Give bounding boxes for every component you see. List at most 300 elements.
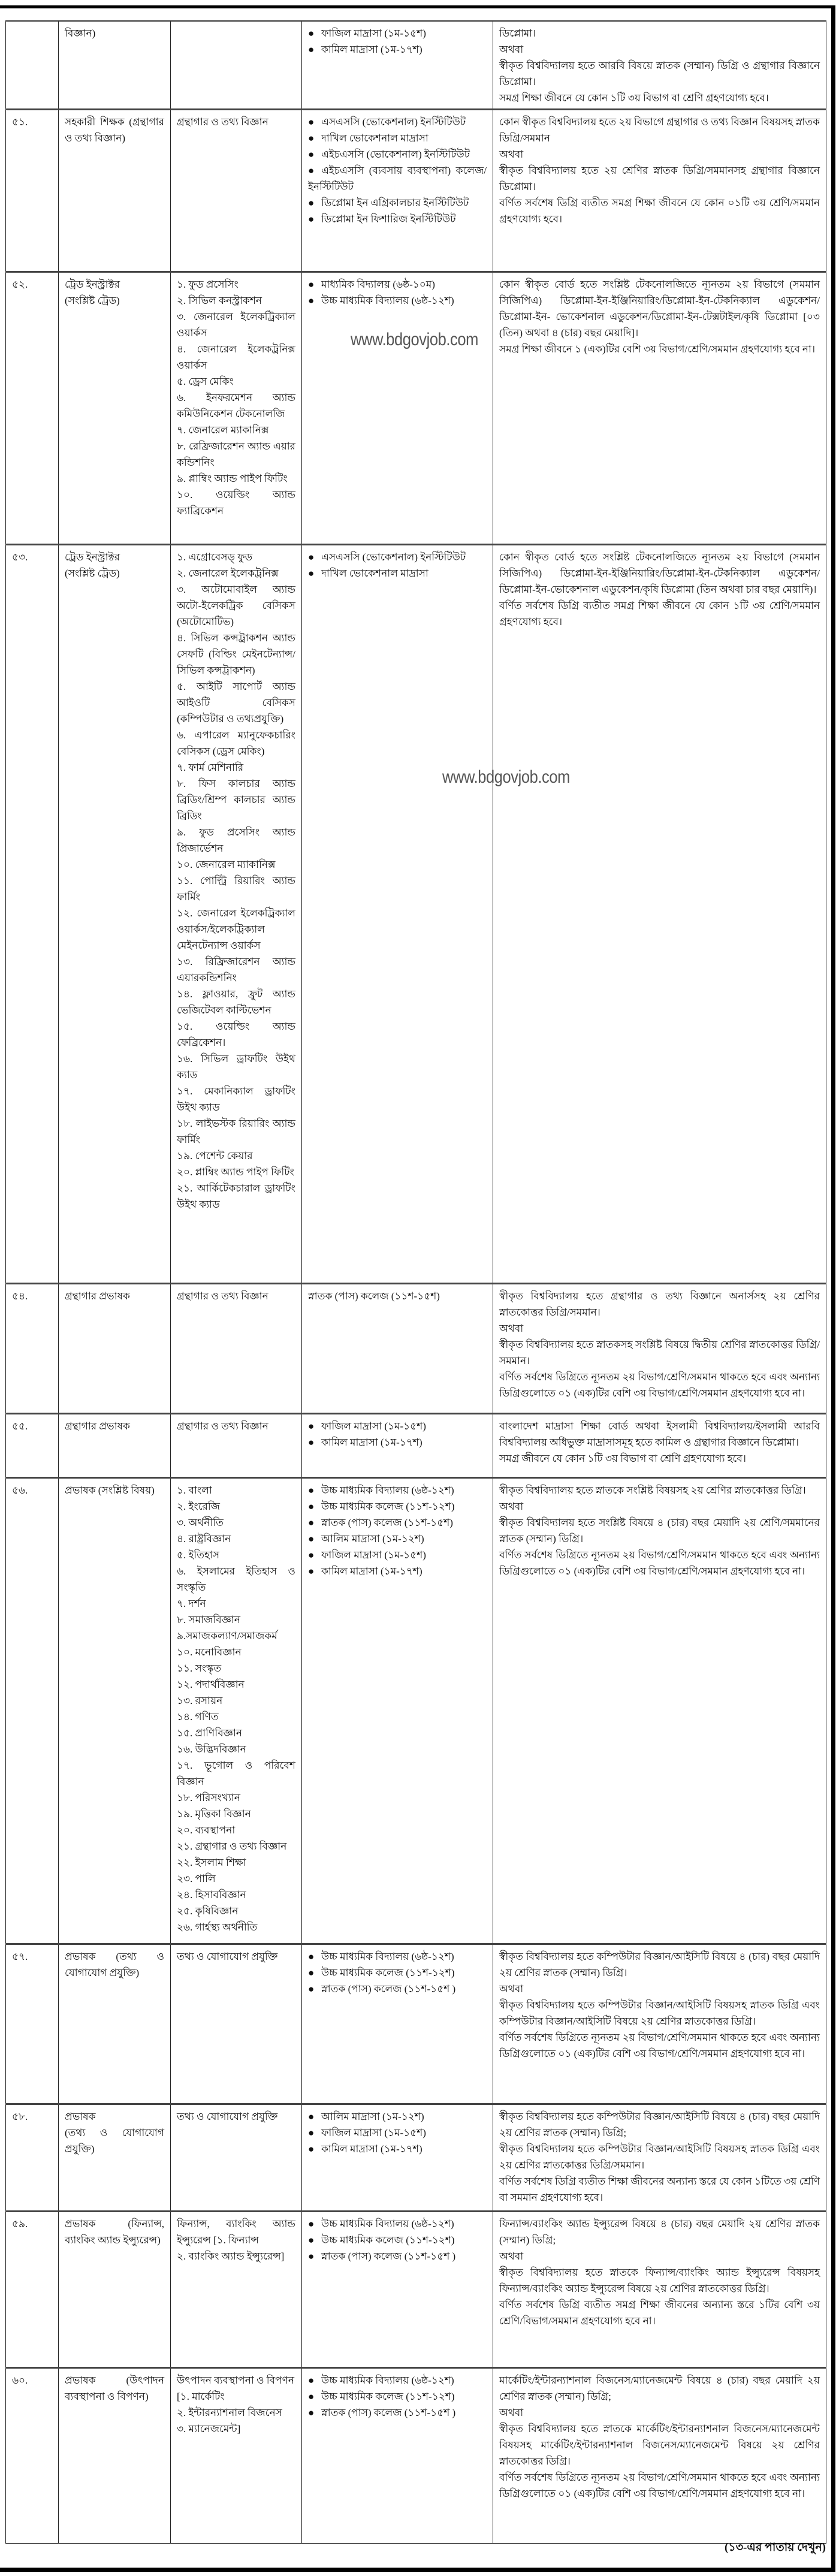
institution-cell [302,545,493,1284]
institution-item [308,1418,487,1434]
subject-item: ৫. ড্রেস মেকিং [177,376,234,387]
institution-label: উচ্চ মাধ্যমিক কলেজ (১১শ-১২শ) [321,2391,455,2402]
bullet-icon [308,146,321,162]
institution-item [308,549,487,565]
serial-cell [6,1414,59,1478]
subject-item: ১৪. ফ্লাওয়ার, ফ্রুট অ্যান্ড ভেজিটেবল কাল্টিভেশন [177,988,295,1016]
institution-label: আলিম মাদ্রাসা (১ম-১২শ) [321,1533,424,1545]
table-row [6,2212,826,2368]
subject-item: [১. মার্কেটিং [177,2391,225,2402]
table-row [6,1944,826,2104]
post-name-cell [59,2368,171,2544]
institution-item [308,25,487,41]
institution-item [308,2388,487,2405]
institution-cell [302,1478,493,1944]
subject-cell [171,545,302,1284]
institution-label: উচ্চ মাধ্যমিক কলেজ (১১শ-১২শ) [321,1967,455,1978]
post-name: গ্রন্থাগার প্রভাষক [65,1420,130,1432]
bullet-icon [308,1547,321,1563]
subject-item: ৩. ম্যানেজমেন্ট] [177,2423,241,2435]
institution-item [308,1482,487,1498]
post-name: প্রভাষক [65,2111,96,2122]
qualification-text: বর্ণিত সর্বশেষ ডিগ্রি ব্যতীত সমগ্র শিক্ষা জীবনে যে কোন ০১টি ৩য় শ্রেণি/সমমান গ্রহণযোগ্য হবে। [499,197,820,225]
serial-number: ৫২. [12,279,28,290]
qualification-cell [493,1284,826,1414]
institution-label: এসএসসি (ভোকেশনাল) ইনস্টিটিউট [321,551,466,563]
institution-cell [302,110,493,272]
continued-on-page-note: (১৩-এর পাতায় দেখুন) [725,2541,826,2554]
institution-item [308,1434,487,1450]
table-row [6,2368,826,2544]
subject-cell [171,272,302,545]
qualification-text: অথবা [499,44,524,55]
subject-item: ১৮. পরিসংখ্যান [177,1792,241,1803]
qualification-text: সমগ্র জীবনে যে কোন ১টি ৩য় বিভাগ বা শ্রেণি গ্রহণযোগ্য হবে। [499,1453,746,1464]
subject-item: ১৪. গণিত [177,1711,219,1723]
subject-item: ৬. ইসলামের ইতিহাস ও সংস্কৃতি [177,1565,295,1593]
institution-item: স্নাতক (পাস) কলেজ (১১শ-১৫শ) [308,1290,440,1302]
qualification-text: ডিপ্লোমা। [499,28,536,39]
subject-item: ৫. ইতিহাস [177,1549,220,1561]
qualification-cell [493,2104,826,2212]
qualification-cell [493,272,826,545]
subject-item: ২৩. পালি [177,1873,216,1884]
institution-item [308,1948,487,1965]
institution-cell [302,1284,493,1414]
subject-item: ১০. জেনারেল ম্যাকানিক্স [177,859,276,870]
subject-item: তথ্য ও যোগাযোগ প্রযুক্তি [177,1951,278,1962]
subject-item: ১১. পোল্ট্রি রিয়ারিং অ্যান্ড ফার্মিং [177,875,295,903]
institution-item [308,2125,487,2141]
table-row [6,1284,826,1414]
institution-item [308,2372,487,2388]
qualification-text: অথবা [499,1983,524,1995]
qualification-text: স্বীকৃত বিশ্ববিদ্যালয় হতে কম্পিউটার বিজ্ঞান/আইসিটি বিষয়সহ স্নাতক ডিগ্রি এবং ২য় শ্রেণির স্নাতকোত্তর ডিগ্রি/সমমান। [499,2143,820,2171]
subject-item: ৮. সমাজবিজ্ঞান [177,1614,241,1625]
subject-item: ৯. প্লাম্বিং অ্যান্ড পাইপ ফিটিং [177,473,288,484]
subject-item: ১. ফুড প্রসেসিং [177,279,239,290]
subject-item: ২. ইংরেজি [177,1501,220,1512]
serial-cell [6,110,59,272]
serial-cell [6,1478,59,1944]
institution-cell [302,2104,493,2212]
institution-item [308,146,487,162]
institution-label: উচ্চ মাধ্যমিক বিদ্যালয় (৬ষ্ঠ-১২শ) [321,2375,454,2386]
page-frame-bottom-border [0,2568,835,2572]
subject-item: ১০. ওয়েল্ডিং অ্যান্ড ফ্যাব্রিকেশন [177,489,295,517]
serial-cell [6,2212,59,2368]
bullet-icon [308,292,321,309]
qualification-text: স্বীকৃত বিশ্ববিদ্যালয় হতে স্নাতকে ফিন্যান্স/ব্যাংকিং অ্যান্ড ইন্স্যুরেন্স বিষয়সহ ফিন্যান্স/ব্যাংকিং অ্যান্ড ইন্স্যুরেন্স বিষয়ে ২য় শ্রেণির স্নাতকোত্তর ডিগ্রি। [499,2267,820,2294]
post-name: ট্রেড ইনস্ট্রাক্টর [65,551,120,563]
serial-number: ৫৩. [12,551,28,563]
post-name: গ্রন্থাগার প্রভাষক [65,1290,130,1302]
bullet-icon [308,211,321,227]
qualification-cell [493,2212,826,2368]
post-name: সহকারী শিক্ষক (গ্রন্থাগার ও তথ্য বিজ্ঞান) [65,116,164,144]
institution-label: কামিল মাদ্রাসা (১ম-১৭শ) [321,1565,422,1577]
bullet-icon [308,1482,321,1498]
subject-item: ২. জেনারেল ইলেকট্রনিক্স [177,568,279,579]
subject-item: গ্রন্থাগার ও তথ্য বিজ্ঞান [177,116,268,128]
subject-item: ১৫. ওয়েল্ডিং অ্যান্ড ফেব্রিকেশন। [177,1021,295,1048]
institution-item [308,2216,487,2232]
bullet-icon [308,1965,321,1981]
qualification-text: স্বীকৃত বিশ্ববিদ্যালয় হতে স্নাতকসহ সংশ্লিষ্ট বিষয়ে দ্বিতীয় শ্রেণির স্নাতকোত্তর ডিগ্রি/সমমান। [499,1339,820,1367]
subject-item: গ্রন্থাগার ও তথ্য বিজ্ঞান [177,1290,268,1302]
institution-cell [302,21,493,110]
post-name-cell [59,1478,171,1944]
serial-cell [6,21,59,110]
bullet-icon [308,276,321,292]
institution-item [308,1563,487,1579]
institution-label: এইচএসসি (ব্যবসায় ব্যবস্থাপনা) কলেজ/ইনস্টিটিউট [308,165,487,192]
subject-item: তথ্য ও যোগাযোগ প্রযুক্তি [177,2111,278,2122]
subject-cell [171,2104,302,2212]
subject-item: ১০. মনোবিজ্ঞান [177,1646,242,1658]
subject-item: ১৮. লাইভস্টক রিয়ারিং অ্যান্ড ফার্মিং [177,1118,295,1145]
institution-cell [302,2368,493,2544]
bullet-icon [308,1531,321,1547]
subject-item: ৬. ইনফরমেশন অ্যান্ড কমিউনিকেশন টেকনোলজি [177,392,295,420]
serial-cell [6,272,59,545]
institution-label: উচ্চ মাধ্যমিক কলেজ (১১শ-১২শ) [321,1501,455,1512]
qualification-table-body [6,21,826,2544]
qualification-text: কোন স্বীকৃত বিশ্ববিদ্যালয় হতে ২য় বিভাগে গ্রন্থাগার ও তথ্য বিজ্ঞান বিষয়সহ স্নাতক ডিগ্রি/সমমান [499,116,820,144]
subject-item: ১২. পদার্থবিজ্ঞান [177,1679,245,1690]
institution-label: উচ্চ মাধ্যমিক বিদ্যালয় (৬ষ্ঠ-১২শ) [321,1485,454,1496]
qualification-text: অথবা [499,1501,524,1512]
institution-label: কামিল মাদ্রাসা (১ম-১৭শ) [321,2143,422,2155]
institution-cell [302,2212,493,2368]
bullet-icon [308,2388,321,2405]
bullet-icon [308,1498,321,1515]
bullet-icon [308,1563,321,1579]
qualification-text: স্বীকৃত বিশ্ববিদ্যালয় হতে ২য় শ্রেণির স্নাতক ডিগ্রি/সমমানসহ গ্রন্থাগার বিজ্ঞানে ডিপ্লোমা। [499,165,820,192]
subject-item: ৫. আইটি সাপোর্ট অ্যান্ড আইওটি বেসিকস (কম্পিউটার ও তথ্যপ্রযুক্তি) [177,681,295,725]
bullet-icon [308,2141,321,2157]
bullet-icon [308,114,321,130]
qualification-text: বর্ণিত সর্বশেষ ডিগ্রিতে ন্যূনতম ২য় বিভাগ/শ্রেণি/সমমান থাকতে হবে এবং অন্যান্য ডিগ্রিগুলোতে ০১ (এক)টির বেশি ৩য় বিভাগ/শ্রেণি/সমমান গ্রহণযোগ্য হবে না। [499,1549,820,1577]
post-name: প্রভাষক (তথ্য ও যোগাযোগ প্রযুক্তি) [65,1951,164,1978]
bullet-icon [308,1515,321,1531]
subject-item: ২২. ইসলাম শিক্ষা [177,1857,246,1868]
qualification-text: স্বীকৃত বিশ্ববিদ্যালয় হতে কম্পিউটার বিজ্ঞান/আইসিটি বিষয়ে ৪ (চার) বছর মেয়াদি ২য় শ্রেণির স্নাতক (সম্মান) ডিগ্রি; [499,2111,820,2138]
institution-item [308,41,487,58]
post-name: (সংশ্লিষ্ট ট্রেড) [65,568,120,579]
subject-item: ১২. জেনারেল ইলেকট্রিক্যাল ওয়ার্কস/ইলেকট্রিক্যাল মেইনটেন্যান্স ওয়ার্কস [177,907,295,951]
subject-cell [171,1478,302,1944]
table-row [6,1478,826,1944]
subject-item: ২. ব্যাংকিং অ্যান্ড ইন্স্যুরেন্স] [177,2251,285,2262]
serial-number: ৫৭. [12,1951,28,1962]
subject-item: ২. ইন্টারন্যাশনাল বিজনেস [177,2407,282,2418]
institution-item [308,1547,487,1563]
institution-label: মাধ্যমিক বিদ্যালয় (৬ষ্ঠ-১০ম) [321,279,435,290]
bullet-icon [308,565,321,581]
subject-cell [171,110,302,272]
bullet-icon [308,1418,321,1434]
subject-item: ৯.সমাজকল্যাণ/সমাজকর্ম [177,1630,277,1642]
subject-item: ৩. অর্থনীতি [177,1517,224,1528]
subject-item: ১৯. পেশেন্ট কেয়ার [177,1150,253,1162]
subject-item: ৪. সিভিল কন্সট্রাকশন অ্যান্ড সেফটি (বিল্ডিং মেইনটেন্যান্স/সিভিল কন্সট্রাকশন) [177,632,295,676]
institution-label: ডিপ্লোমা ইন এগ্রিকালচার ইনস্টিটিউট [321,197,469,209]
bullet-icon [308,2405,321,2421]
subject-item: ২১. আর্কিটেকচারাল ড্রাফটিং উইথ ক্যাড [177,1183,295,1210]
qualification-text: সমগ্র শিক্ষা জীবনে যে কোন ১টি ৩য় বিভাগ বা শ্রেণি গ্রহণযোগ্য হবে। [499,92,769,104]
subject-item: ১৭. মেকানিক্যাল ড্রাফটিং উইথ ক্যাড [177,1085,295,1113]
subject-item: উৎপাদন ব্যবস্থাপনা ও বিপণন [177,2375,295,2386]
institution-label: আলিম মাদ্রাসা (১ম-১২শ) [321,2111,424,2122]
table-row [6,21,826,110]
institution-item [308,2141,487,2157]
qualification-text: মার্কেটিং/ইন্টারন্যাশনাল বিজনেস/ম্যানেজমেন্ট বিষয়ে ৪ (চার) বছর মেয়াদি ২য় শ্রেণির স্নাতক (সম্মান) ডিগ্রি; [499,2375,820,2402]
post-name-cell [59,1284,171,1414]
qualification-text: বর্ণিত সর্বশেষ ডিগ্রিতে ন্যূনতম ২য় বিভাগ/শ্রেণি/সমমান থাকতে হবে এবং অন্যান্য ডিগ্রিগুলোতে ০১ (এক)টির বেশি ৩য় বিভাগ/শ্রেণি/সমমান গ্রহণযোগ্য হবে না। [499,2032,820,2059]
institution-label: এসএসসি (ভোকেশনাল) ইনস্টিটিউট [321,116,466,128]
post-name: প্রভাষক (উৎপাদন ব্যবস্থাপনা ও বিপণন) [65,2375,164,2402]
subject-item: ২৪. হিসাববিজ্ঞান [177,1889,246,1901]
subject-item: ১. বাংলা [177,1485,212,1496]
qualification-cell [493,21,826,110]
subject-item: ১৩. রসায়ন [177,1695,223,1706]
serial-number: ৬০. [12,2375,28,2386]
watermark: www.bdgovjob.com [351,330,478,349]
post-name: প্রভাষক (ফিন্যান্স, ব্যাংকিং অ্যান্ড ইন্স্যুরেন্স) [65,2218,164,2246]
bullet-icon [308,195,321,211]
subject-cell [171,1284,302,1414]
bullet-icon [308,41,321,58]
post-name-cell [59,545,171,1284]
post-name-cell [59,2104,171,2212]
serial-number: ৫১. [12,116,28,128]
qualification-text: কোন স্বীকৃত বোর্ড হতে সংশ্লিষ্ট টেকনোলজিতে ন্যূনতম ২য় বিভাগে (সমমান সিজিপিএ) ডিপ্লোমা-ইন-ইঞ্জিনিয়ারিং/ডিপ্লোমা-ইন-টেকনিক্যাল এডুকেশন/ডিপ্লোমা-ইন- ভোকেশনাল এডুকেশন/ডিপ্লোমা-ইন-টেক্সটাইল/কৃষি ডিপ্লোমা [০৩ (তিন) অথবা ৪ (চার) বছর মেয়াদি]। [499,279,820,339]
bullet-icon [308,2248,321,2264]
serial-number: ৫৫. [12,1420,28,1432]
subject-item: ২১. গ্রন্থাগার ও তথ্য বিজ্ঞান [177,1841,287,1852]
institution-cell [302,272,493,545]
institution-label: স্নাতক (পাস) কলেজ (১১শ-১৫শ ) [321,2251,456,2262]
subject-item: ফিন্যান্স, ব্যাংকিং অ্যান্ড ইন্স্যুরেন্স [১. ফিন্যান্স [177,2218,295,2246]
subject-cell [171,2212,302,2368]
subject-item: ১৩. রিফ্রিজারেশন অ্যান্ড এয়ারকন্ডিশনিং [177,956,295,984]
institution-label: এইচএসসি (ভোকেশনাল) ইনস্টিটিউট [321,149,470,160]
subject-cell [171,2368,302,2544]
qualification-text: বর্ণিত সর্বশেষ ডিগ্রি ব্যতীত সমগ্র শিক্ষা জীবনে যে কোন ১টি ৩য় শ্রেণি/সমমান গ্রহণযোগ্য হবে। [499,600,820,628]
qualification-text: বর্ণিত সর্বশেষ ডিগ্রিতে ন্যূনতম ২য় বিভাগ/শ্রেণি/সমমান থাকতে হবে এবং অন্যান্য ডিগ্রিগুলোতে ০১ (এক)টির বেশি ৩য় বিভাগ/শ্রেণি/সমমান গ্রহণযোগ্য হবে না। [499,2472,820,2499]
qualification-cell [493,2368,826,2544]
institution-cell [302,1414,493,1478]
institution-label: উচ্চ মাধ্যমিক বিদ্যালয় (৬ষ্ঠ-১২শ) [321,1951,454,1962]
qualification-cell [493,1414,826,1478]
institution-item [308,1981,487,1997]
qualification-text: বর্ণিত সর্বশেষ ডিগ্রি ব্যতীত শিক্ষা জীবনের অন্যান্য স্তরে যে কোন ১টিতে ৩য় শ্রেণি বা সমমান গ্রহণযোগ্য হবে। [499,2176,820,2203]
subject-item: ১. এগ্রোবেসড্ ফুড [177,551,253,563]
subject-item: ৪. রাষ্ট্রবিজ্ঞান [177,1533,231,1545]
subject-item: ৯. ফুড প্রসেসিং অ্যান্ড প্রিজার্ভেশন [177,827,295,854]
subject-item: ১৬. উদ্ভিদবিজ্ঞান [177,1744,246,1755]
subject-item: ৭. জেনারেল ম্যাকানিক্স [177,424,269,436]
bullet-icon [308,2125,321,2141]
institution-label: ফাজিল মাদ্রাসা (১ম-১৫শ) [321,1549,426,1561]
qualification-text: বর্ণিত সর্বশেষ ডিগ্রি ব্যতীত সমগ্র শিক্ষা জীবনের অন্যান্য স্তরে ১টির বেশি ৩য় শ্রেণি/বিভাগ/সমমান গ্রহণযোগ্য হবে না। [499,2299,820,2327]
institution-label: উচ্চ মাধ্যমিক বিদ্যালয় (৬ষ্ঠ-১২শ) [321,2218,454,2230]
institution-item [308,292,487,309]
post-name: (সংশ্লিষ্ট ট্রেড) [65,295,120,306]
post-name-cell [59,1414,171,1478]
institution-item [308,565,487,581]
bullet-icon [308,25,321,41]
serial-cell [6,1284,59,1414]
qualification-text: স্বীকৃত বিশ্ববিদ্যালয় হতে গ্রন্থাগার ও তথ্য বিজ্ঞানে অনার্সসহ ২য় শ্রেণির স্নাতকোত্তর ডিগ্রি/সমমান। [499,1290,820,1318]
qualification-cell [493,1478,826,1944]
institution-item [308,162,487,195]
serial-cell [6,1944,59,2104]
serial-number: ৫৯. [12,2218,28,2230]
bullet-icon [308,2216,321,2232]
post-name-cell [59,110,171,272]
table-row [6,110,826,272]
page-frame-right-border [831,5,835,2572]
subject-item: ১৯. মৃত্তিকা বিজ্ঞান [177,1808,251,1820]
qualification-text: বাংলাদেশ মাদ্রাসা শিক্ষা বোর্ড অথবা ইসলামী বিশ্ববিদ্যালয়/ইসলামী আরবি বিশ্ববিদ্যালয় অধিভুক্ত মাদ্রাসাসমূহ হতে কামিল ও গ্রন্থাগার বিজ্ঞানে ডিপ্লোমা। [499,1420,820,1448]
qualification-text: অথবা [499,2407,524,2418]
table-row [6,2104,826,2212]
institution-item [308,1498,487,1515]
institution-item [308,211,487,227]
watermark: www.bdgovjob.com [442,767,570,787]
institution-item [308,2248,487,2264]
bullet-icon [308,130,321,146]
institution-label: ডিপ্লোমা ইন ফিশারিজ ইনস্টিটিউট [321,213,456,225]
institution-label: দাখিল ভোকেশনাল মাদ্রাসা [321,568,428,579]
serial-cell [6,2104,59,2212]
bullet-icon [308,2372,321,2388]
qualification-text: স্বীকৃত বিশ্ববিদ্যালয় হতে স্নাতকে সংশ্লিষ্ট বিষয়সহ ২য় শ্রেণির স্নাতকোত্তর ডিগ্রি। [499,1485,806,1496]
qualification-text: স্বীকৃত বিশ্ববিদ্যালয় হতে কম্পিউটার বিজ্ঞান/আইসিটি বিষয়সহ স্নাতক ডিগ্রি এবং কম্পিউটার বিজ্ঞান/আইসিটি বিষয়ে ২য় শ্রেণির স্নাতকোত্তর ডিগ্রি। [499,1999,820,2027]
qualification-text: অথবা [499,1323,524,1334]
institution-label: স্নাতক (পাস) কলেজ (১১শ-১৫শ ) [321,2407,456,2418]
institution-label: কামিল মাদ্রাসা (১ম-১৭শ) [321,44,422,55]
qualification-table [5,20,826,2544]
post-name: ট্রেড ইনস্ট্রাক্টর [65,279,120,290]
subject-item: ৩. অটোমোবাইল অ্যান্ড অটো-ইলেকট্রিক বেসিকস (অটোমোটিভ) [177,584,295,628]
subject-item: ৮. ফিস কালচার অ্যান্ড ব্রিডিং/শ্রিম্প কালচার অ্যান্ড ব্রিডিং [177,778,295,822]
table-row [6,545,826,1284]
post-name-cell [59,21,171,110]
subject-item: ৩. জেনারেল ইলেকট্রিক্যাল ওয়ার্কস [177,311,295,339]
institution-item [308,130,487,146]
post-name: (তথ্য ও যোগাযোগ প্রযুক্তি) [65,2127,164,2155]
institution-label: স্নাতক (পাস) কলেজ (১১শ-১৫শ ) [321,1983,456,1995]
qualification-text: স্বীকৃত বিশ্ববিদ্যালয় হতে কম্পিউটার বিজ্ঞান/আইসিটি বিষয়ে ৪ (চার) বছর মেয়াদি ২য় শ্রেণির স্নাতক (সম্মান) ডিগ্রি। [499,1951,820,1978]
qualification-text: বর্ণিত সর্বশেষ ডিগ্রিতে ন্যূনতম ২য় বিভাগ/শ্রেণি/সমমান থাকতে হবে এবং অন্যান্য ডিগ্রিগুলোতে ০১ (এক)টির বেশি ৩য় বিভাগ/শ্রেণি/সমমান গ্রহণযোগ্য হবে না। [499,1371,820,1399]
subject-item: গ্রন্থাগার ও তথ্য বিজ্ঞান [177,1420,268,1432]
institution-item [308,2109,487,2125]
subject-cell [171,1944,302,2104]
subject-item: ১৫. প্রাণিবিজ্ঞান [177,1727,242,1739]
subject-item: ৮. রেফ্রিজারেশন অ্যান্ড এয়ার কন্ডিশনিং [177,441,295,468]
qualification-text: অথবা [499,149,524,160]
bullet-icon [308,1948,321,1965]
bullet-icon [308,1434,321,1450]
institution-label: কামিল মাদ্রাসা (১ম-১৭শ) [321,1437,422,1448]
subject-item: ১৬. সিভিল ড্রাফটিং উইথ ক্যাড [177,1053,295,1081]
subject-item: ২. সিভিল কনস্ট্রাকশন [177,295,262,306]
subject-item: ৭. ফার্ম মেশিনারি [177,762,244,773]
subject-item: ২৬. গার্হস্থ্য অর্থনীতি [177,1922,258,1933]
post-name: প্রভাষক (সংশ্লিষ্ট বিষয়) [65,1485,155,1496]
subject-item: ৬. এপারেল ম্যানুফেকচারিং বেসিকস (ড্রেস মেকিং) [177,729,295,757]
institution-item [308,2232,487,2248]
qualification-text: ফিন্যান্স/ব্যাংকিং অ্যান্ড ইন্স্যুরেন্স বিষয়ে ৪ (চার) বছর মেয়াদি ২য় শ্রেণির স্নাতক (সম্মান) ডিগ্রি; [499,2218,820,2246]
qualification-cell [493,545,826,1284]
post-name-cell [59,272,171,545]
serial-number: ৫৪. [12,1290,28,1302]
table-row [6,1414,826,1478]
institution-item [308,2405,487,2421]
post-name-cell [59,1944,171,2104]
subject-item: ১১. সংস্কৃত [177,1663,222,1674]
subject-item: ৪. জেনারেল ইলেকট্রনিক্স ওয়ার্কস [177,343,295,371]
qualification-text: সমগ্র শিক্ষা জীবনে ১ (এক)টির বেশি ৩য় বিভাগ/শ্রেণি/সমমান গ্রহণযোগ্য হবে না। [499,343,816,355]
institution-cell [302,1944,493,2104]
qualification-text: স্বীকৃত বিশ্ববিদ্যালয় হতে স্নাতকে মার্কেটিং/ইন্টারন্যাশনাল বিজনেস/ম্যানেজমেন্ট বিষয়সহ মার্কেটিং/ইন্টারন্যাশনাল বিজনেস/ম্যানেজমেন্ট বিষয়ে ২য় শ্রেণির স্নাতকোত্তর ডিগ্রি। [499,2423,820,2467]
subject-cell [171,21,302,110]
serial-cell [6,545,59,1284]
qualification-cell [493,110,826,272]
qualification-text: অথবা [499,2251,524,2262]
institution-label: দাখিল ভোকেশনাল মাদ্রাসা [321,132,428,144]
subject-item: ১৭. ভূগোল ও পরিবেশ বিজ্ঞান [177,1760,295,1787]
post-name: বিজ্ঞান) [65,28,96,39]
serial-cell [6,2368,59,2544]
qualification-text: কোন স্বীকৃত বোর্ড হতে সংশ্লিষ্ট টেকনোলজিতে ন্যূনতম ২য় বিভাগে (সমমান সিজিপিএ) ডিপ্লোমা-ইন-ইঞ্জিনিয়ারিং/ডিপ্লোমা-ইন-টেকনিক্যাল এডুকেশন/ডিপ্লোমা-ইন-ভোকেশনাল এডুকেশন/কৃষি ডিপ্লোমা (তিন অথবা চার বছর মেয়াদি)। [499,551,820,595]
serial-number: ৫৬. [12,1485,28,1496]
institution-label: ফাজিল মাদ্রাসা (১ম-১৫শ) [321,2127,426,2138]
bullet-icon [308,2232,321,2248]
institution-label: স্নাতক (পাস) কলেজ (১১শ-১৫শ) [321,1517,453,1528]
bullet-icon [308,1981,321,1997]
post-name-cell [59,2212,171,2368]
table-row [6,272,826,545]
qualification-text: স্বীকৃত বিশ্ববিদ্যালয় হতে সংশ্লিষ্ট বিষয়ে ৪ (চার) বছর মেয়াদি ২য় শ্রেণি/সমমানের স্নাতক (সম্মান) ডিগ্রি। [499,1517,820,1545]
institution-item [308,1531,487,1547]
subject-item: ৭. দর্শন [177,1598,206,1609]
institution-label: ফাজিল মাদ্রাসা (১ম-১৫শ) [321,1420,426,1432]
institution-item [308,114,487,130]
serial-number: ৫৮. [12,2111,28,2122]
institution-label: উচ্চ মাধ্যমিক কলেজ (১১শ-১২শ) [321,2234,455,2246]
institution-item [308,1515,487,1531]
subject-item: ২০. প্লাম্বিং অ্যান্ড পাইপ ফিটিং [177,1166,294,1178]
institution-label: উচ্চ মাধ্যমিক বিদ্যালয় (৬ষ্ঠ-১২শ) [321,295,454,306]
bullet-icon [308,2109,321,2125]
subject-cell [171,1414,302,1478]
institution-item [308,1965,487,1981]
bullet-icon [308,162,321,179]
institution-item [308,276,487,292]
bullet-icon [308,549,321,565]
institution-label: ফাজিল মাদ্রাসা (১ম-১৫শ) [321,28,426,39]
subject-item: ২০. ব্যবস্থাপনা [177,1824,236,1836]
subject-item: ২৫. কৃষিবিজ্ঞান [177,1905,239,1917]
qualification-cell [493,1944,826,2104]
institution-item [308,195,487,211]
page-frame-top-border [0,5,835,8]
qualification-text: স্বীকৃত বিশ্ববিদ্যালয় হতে আরবি বিষয়ে স্নাতক (সম্মান) ডিগ্রি ও গ্রন্থাগার বিজ্ঞানে ডিপ্লোমা। [499,60,820,88]
